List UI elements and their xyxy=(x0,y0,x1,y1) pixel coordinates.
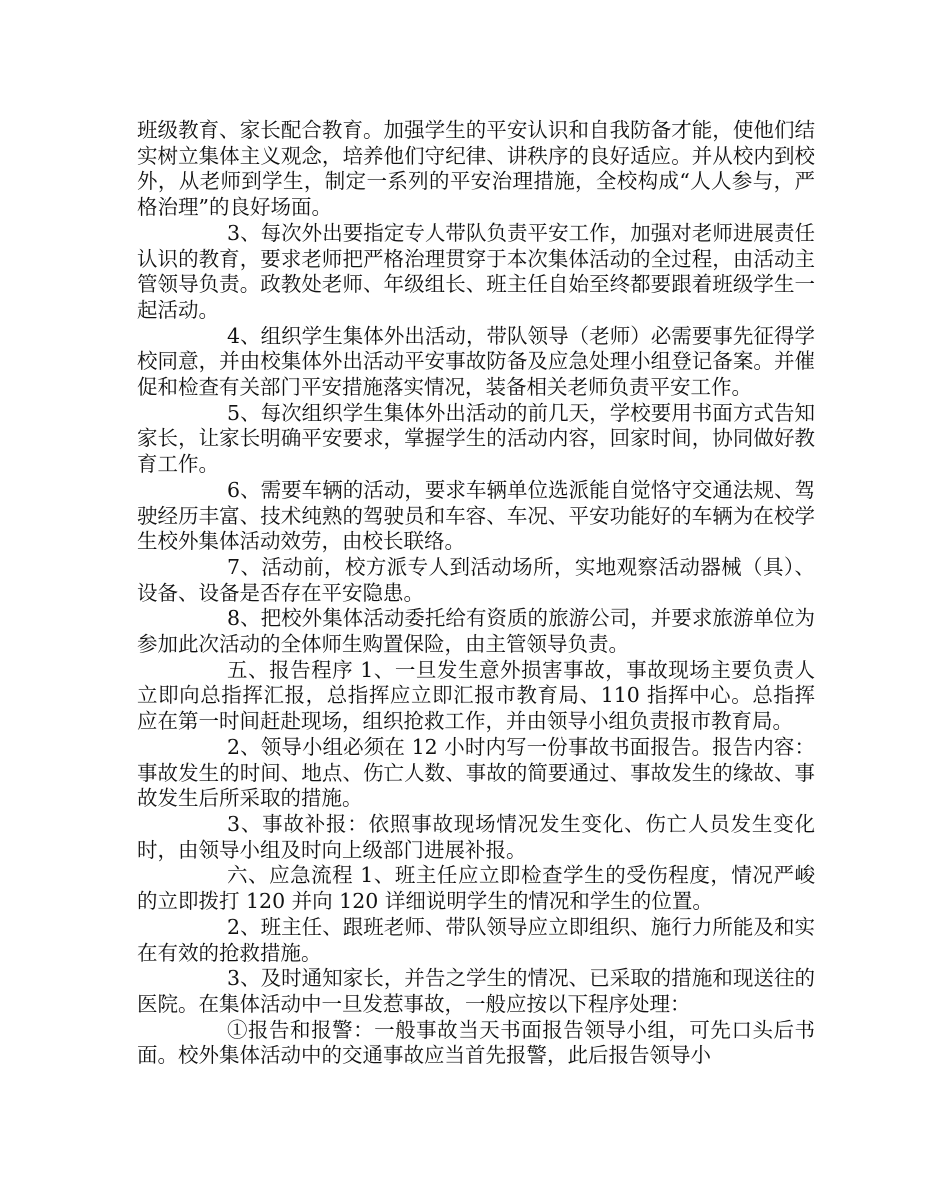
paragraph-4: 5、每次组织学生集体外出活动的前几天，学校要用书面方式告知家长，让家长明确平安要求，掌握学生的活动内容，回家时间，协同做好教育工作。 xyxy=(137,400,815,477)
paragraph-5: 6、需要车辆的活动，要求车辆单位选派能自觉恪守交通法规、驾驶经历丰富、技术纯熟的驾驶员和车容、车况、平安功能好的车辆为在校学生校外集体活动效劳，由校长联络。 xyxy=(137,477,815,554)
paragraph-10: 3、事故补报：依照事故现场情况发生变化、伤亡人员发生变化时，由领导小组及时向上级部门进展补报。 xyxy=(137,811,815,862)
paragraph-11: 六、应急流程 1、班主任应立即检查学生的受伤程度，情况严峻的立即拨打 120 并向 120 详细说明学生的情况和学生的位置。 xyxy=(137,863,815,914)
paragraph-8: 五、报告程序 1、一旦发生意外损害事故，事故现场主要负责人立即向总指挥汇报，总指挥应立即汇报市教育局、110 指挥中心。总指挥应在第一时间赶赴现场，组织抢救工作，并由领导小组负责报市教育局。 xyxy=(137,657,815,734)
paragraph-1: 班级教育、家长配合教育。加强学生的平安认识和自我防备才能，使他们结实树立集体主义观念，培养他们守纪律、讲秩序的良好适应。并从校内到校外，从老师到学生，制定一系列的平安治理措施，全校构成“人人参与，严格治理”的良好场面。 xyxy=(137,118,815,220)
paragraph-9: 2、领导小组必须在 12 小时内写一份事故书面报告。报告内容：事故发生的时间、地点、伤亡人数、事故的简要通过、事故发生的缘故、事故发生后所采取的措施。 xyxy=(137,734,815,811)
paragraph-3: 4、组织学生集体外出活动，带队领导（老师）必需要事先征得学校同意，并由校集体外出活动平安事故防备及应急处理小组登记备案。并催促和检查有关部门平安措施落实情况，装备相关老师负责平安工作。 xyxy=(137,323,815,400)
paragraph-7: 8、把校外集体活动委托给有资质的旅游公司，并要求旅游单位为参加此次活动的全体师生购置保险，由主管领导负责。 xyxy=(137,606,815,657)
document-body xyxy=(137,118,815,1069)
paragraph-14: ①报告和报警：一般事故当天书面报告领导小组，可先口头后书面。校外集体活动中的交通事故应当首先报警，此后报告领导小 xyxy=(137,1017,815,1068)
paragraph-6: 7、活动前，校方派专人到活动场所，实地观察活动器械（具）、设备、设备是否存在平安隐患。 xyxy=(137,554,815,605)
paragraph-13: 3、及时通知家长，并告之学生的情况、已采取的措施和现送往的医院。在集体活动中一旦发惹事故，一般应按以下程序处理： xyxy=(137,966,815,1016)
paragraph-12: 2、班主任、跟班老师、带队领导应立即组织、施行力所能及和实在有效的抢救措施。 xyxy=(137,914,815,965)
paragraph-2: 3、每次外出要指定专人带队负责平安工作，加强对老师进展责任认识的教育，要求老师把严格治理贯穿于本次集体活动的全过程，由活动主管领导负责。政教处老师、年级组长、班主任自始至终都要跟着班级学生一起活动。 xyxy=(137,220,815,322)
